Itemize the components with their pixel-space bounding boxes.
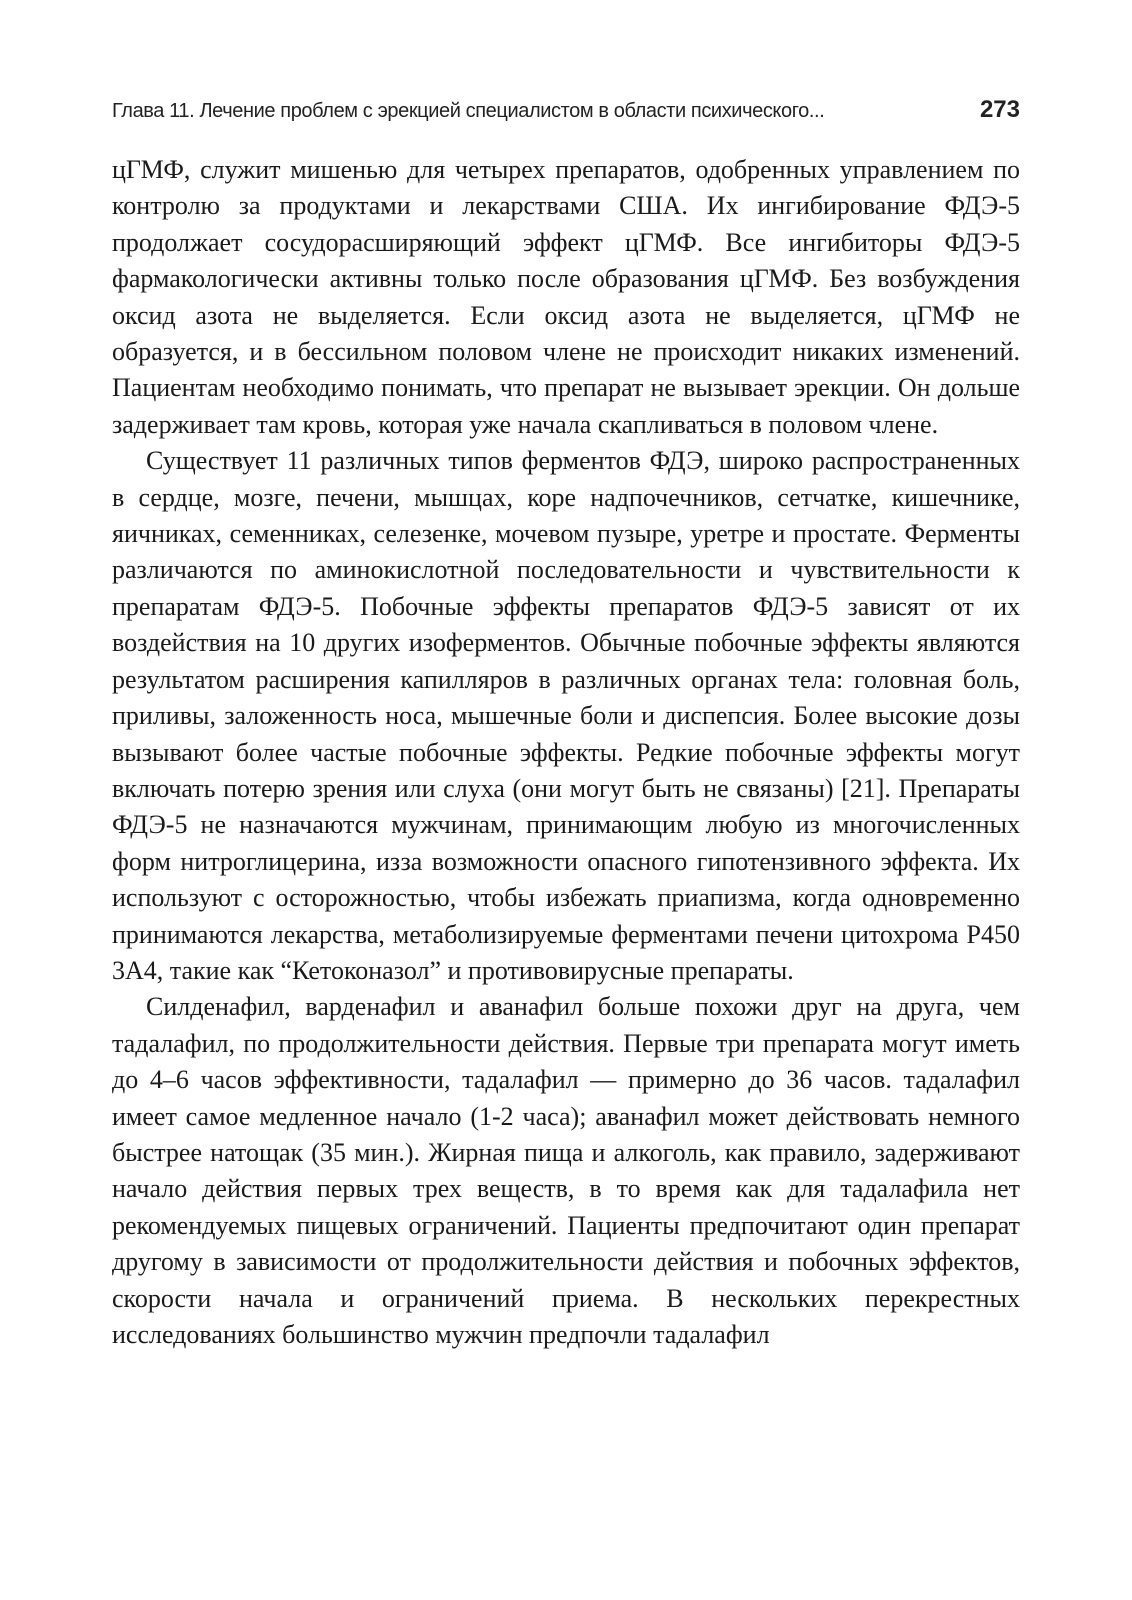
page-number: 273 (979, 96, 1020, 123)
paragraph: цГМФ, служит мишенью для четырех препаратов, одобренных управлением по контролю за продуктами и лекарствами США. Их ингибирование ФДЭ-5 продолжает сосудорасширяющий эффект цГМФ. Все ингибиторы ФДЭ-5 фармакологически активны только после образования цГМФ. Без возбуждения оксид азота не выделяется. Если оксид азота не выделяется, цГМФ не образуется, и в бессильном половом члене не происходит никаких изменений. Пациентам необходимо понимать, что препарат не вызывает эрекции. Он дольше задерживает там кровь, которая уже начала скапливаться в половом члене. (112, 155, 1020, 439)
running-header (112, 96, 1020, 136)
book-page (112, 96, 1020, 1576)
paragraph: Силденафил, варденафил и аванафил больше похожи друг на друга, чем тадалафил, по продолжительности действия. Первые три препарата могут иметь до 4–6 часов эффективности, тадалафил — примерно до 36 часов. тадалафил имеет самое медленное начало (1-2 часа); аванафил может действовать немного быстрее натощак (35 мин.). Жирная пища и алкоголь, как правило, задерживают начало действия первых трех веществ, в то время как для тадалафила нет рекомендуемых пищевых ограничений. Пациенты предпочитают один препарат другому в зависимости от продолжительности действия и побочных эффектов, скорости начала и ограничений приема. В нескольких перекрестных исследованиях большинство мужчин предпочли тадалафил (112, 992, 1020, 1349)
paragraph: Существует 11 различных типов ферментов ФДЭ, широко распространенных в сердце, мозге, печени, мышцах, коре надпочечников, сетчатке, кишечнике, яичниках, семенниках, селезенке, мочевом пузыре, уретре и простате. Ферменты различаются по аминокислотной последовательности и чувствительности к препаратам ФДЭ-5. Побочные эффекты препаратов ФДЭ-5 зависят от их воздействия на 10 других изоферментов. Обычные побочные эффекты являются результатом расширения капилляров в различных органах тела: головная боль, приливы, заложенность носа, мышечные боли и диспепсия. Более высокие дозы вызывают более частые побочные эффекты. Редкие побочные эффекты могут включать потерю зрения или слуха (они могут быть не связаны) [21]. Препараты ФДЭ-5 не назначаются мужчинам, принимающим любую из многочисленных форм нитроглицерина, изза возможности опасного гипотензивного эффекта. Их используют с осторожностью, чтобы избежать приапизма, когда одновременно принимаются лекарства, метаболизируемые ферментами печени цитохрома P450 3A4, такие как “Кетоконазол” и противовирусные препараты. (112, 446, 1020, 985)
body-text (112, 152, 1020, 1353)
chapter-title: Глава 11. Лечение проблем с эрекцией специалистом в области психического... (112, 100, 825, 122)
